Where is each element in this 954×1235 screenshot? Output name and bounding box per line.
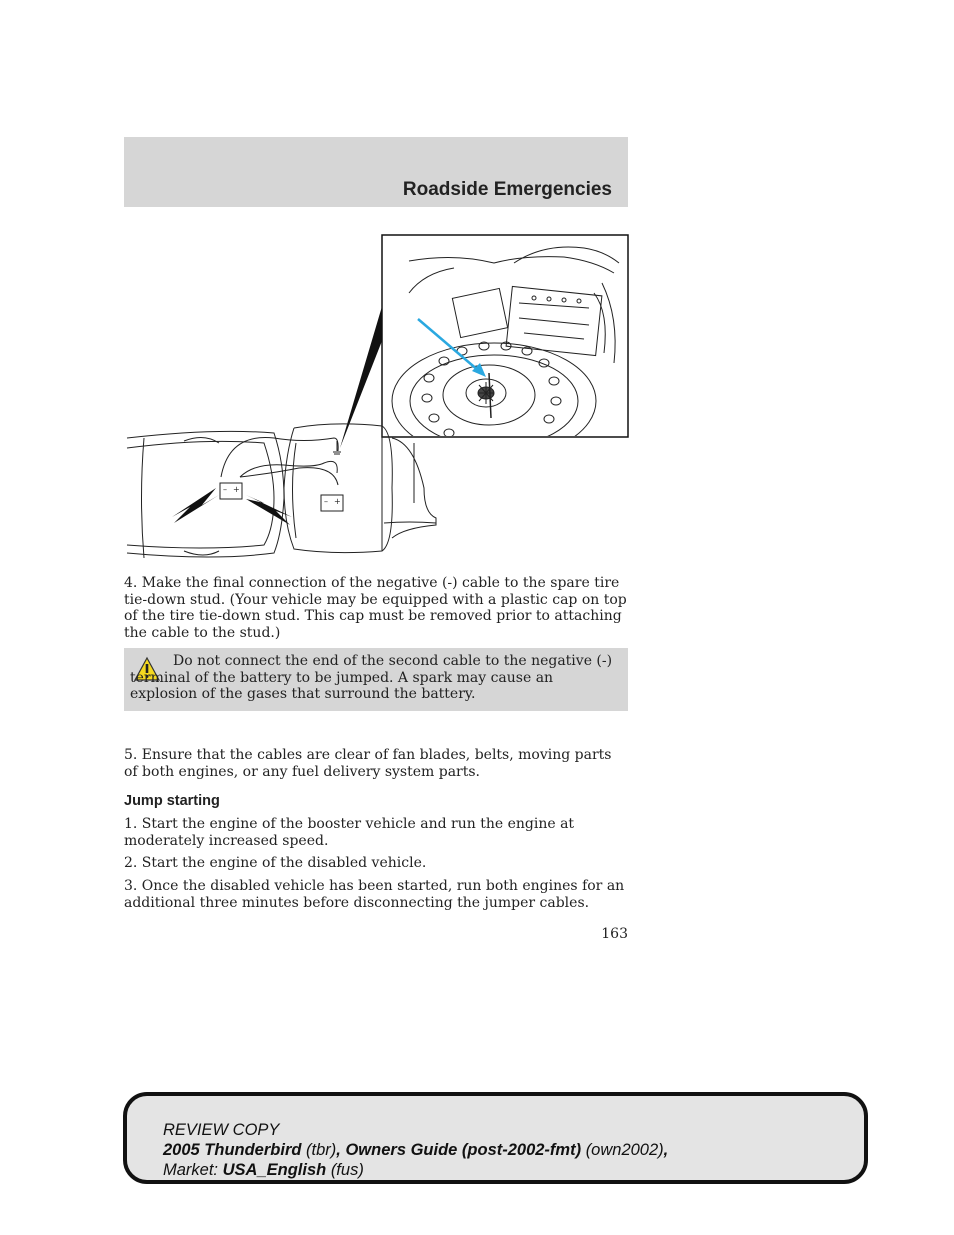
review-copy-footer — [123, 1092, 868, 1184]
jump-starting-heading: Jump starting — [124, 793, 220, 809]
footer-line-2: 2005 Thunderbird (tbr), Owners Guide (post-2002-fmt) (own2002), — [163, 1141, 669, 1159]
spare-tire-inset — [382, 235, 628, 459]
jump-start-illustration — [124, 233, 630, 568]
page-number: 163 — [601, 926, 628, 942]
jump-step-1: 1. Start the engine of the booster vehicle and run the engine at moderately increased speed. — [124, 816, 575, 849]
section-header-band — [124, 137, 628, 207]
warning-text: Do not connect the end of the second cable to the negative (-) terminal of the battery to be jumped. A spark may cause an explosion of the gases that surround the battery. — [130, 653, 613, 702]
jump-step-2: 2. Start the engine of the disabled vehicle. — [124, 855, 427, 871]
section-title: Roadside Emergencies — [402, 179, 612, 200]
footer-line-3: Market: USA_English (fus) — [163, 1161, 364, 1179]
jumper-cables — [221, 437, 338, 485]
jump-step-3: 3. Once the disabled vehicle has been started, run both engines for an additional three minutes before disconnecting the jumper cables. — [124, 878, 625, 911]
svg-text:–: – — [223, 485, 227, 494]
footer-review-copy: REVIEW COPY — [163, 1121, 280, 1139]
lightning-bolt-icon — [172, 488, 219, 523]
step-4-text: 4. Make the final connection of the negative (-) cable to the spare tire tie-down stud. (Your vehicle may be equipped with a plastic cap on top of the tire tie-down stud. This cap must be removed prior to attaching the cable to the stud.) — [124, 575, 627, 641]
svg-text:+: + — [334, 497, 341, 506]
booster-battery — [220, 483, 242, 499]
vehicles-outline — [127, 424, 436, 558]
footer-text — [163, 1120, 668, 1180]
step-5-text: 5. Ensure that the cables are clear of fan blades, belts, moving parts of both engines, or any fuel delivery system parts. — [124, 747, 612, 780]
warning-box — [124, 648, 628, 711]
disabled-battery — [321, 495, 343, 511]
svg-text:–: – — [324, 497, 328, 506]
svg-text:+: + — [233, 485, 240, 494]
ground-stud — [333, 441, 341, 454]
